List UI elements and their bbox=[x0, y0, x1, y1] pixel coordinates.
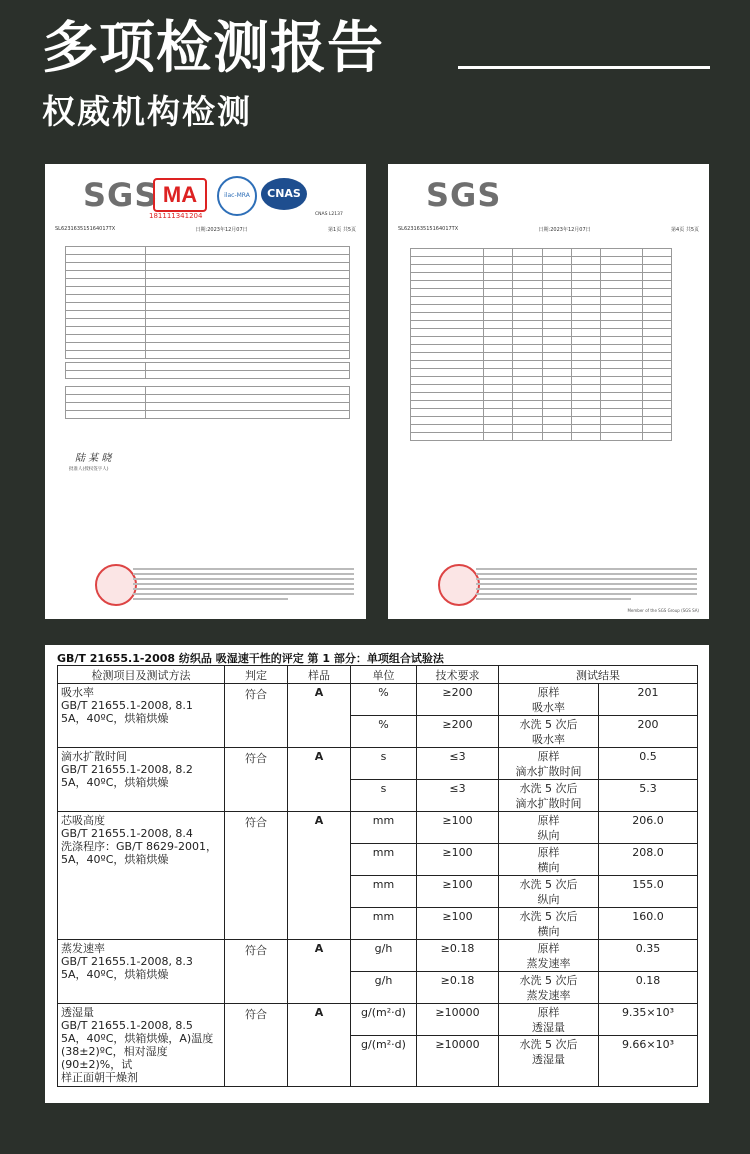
member-note: Member of the SGS Group (SGS SA) bbox=[627, 608, 699, 613]
header-verdict: 判定 bbox=[225, 666, 288, 684]
result-value-cell: 208.0 bbox=[599, 844, 698, 876]
result-label-line: 横向 bbox=[537, 861, 560, 874]
requirement-cell: ≥0.18 bbox=[417, 972, 499, 1004]
result-label-line: 水洗 5 次后 bbox=[519, 878, 578, 891]
requirement-cell: ≥10000 bbox=[417, 1004, 499, 1036]
header-divider bbox=[458, 66, 710, 69]
result-value-cell: 5.3 bbox=[599, 780, 698, 812]
unit-cell: % bbox=[351, 684, 417, 716]
sample-cell: A bbox=[288, 748, 351, 812]
result-value-cell: 9.66×10³ bbox=[599, 1036, 698, 1087]
result-label-line: 原样 bbox=[537, 1006, 560, 1019]
unit-cell: g/h bbox=[351, 940, 417, 972]
report-number: SL623163515164017TX bbox=[398, 226, 459, 232]
report-date: 日期:2023年12月07日 bbox=[195, 227, 248, 233]
result-label-cell bbox=[499, 972, 599, 1004]
test-item-cell bbox=[58, 812, 225, 940]
result-label-line: 原样 bbox=[537, 846, 560, 859]
result-label-line: 原样 bbox=[537, 814, 560, 827]
result-value-cell: 9.35×10³ bbox=[599, 1004, 698, 1036]
header-sample: 样品 bbox=[288, 666, 351, 684]
test-item-line: GB/T 21655.1-2008, 8.1 bbox=[61, 699, 193, 712]
official-seal bbox=[95, 564, 137, 606]
result-value-cell: 201 bbox=[599, 684, 698, 716]
ma-number: 181111341204 bbox=[149, 212, 203, 220]
table-body bbox=[58, 684, 698, 1087]
result-label-line: 原样 bbox=[537, 942, 560, 955]
test-item-line: 芯吸高度 bbox=[61, 814, 105, 827]
result-label-line: 滴水扩散时间 bbox=[515, 765, 582, 778]
requirement-cell: ≥10000 bbox=[417, 1036, 499, 1087]
report-meta bbox=[398, 226, 699, 233]
sample-cell: A bbox=[288, 684, 351, 748]
test-item-line: (38±2)ºC，相对湿度(90±2)%，试 bbox=[61, 1045, 168, 1071]
table-row bbox=[58, 748, 698, 780]
result-label-line: 滴水扩散时间 bbox=[515, 797, 582, 810]
result-value-cell: 0.18 bbox=[599, 972, 698, 1004]
result-label-line: 蒸发速率 bbox=[526, 957, 571, 970]
test-item-line: 5A，40ºC，烘箱烘燥 bbox=[61, 776, 169, 789]
test-item-cell bbox=[58, 1004, 225, 1087]
result-label-cell bbox=[499, 908, 599, 940]
table-header-row bbox=[58, 666, 698, 684]
signature-role: 批准人(授权签字人) bbox=[69, 467, 109, 472]
unit-cell: s bbox=[351, 780, 417, 812]
test-item-line: 洗涤程序：GB/T 8629-2001， bbox=[61, 840, 217, 853]
result-value-cell: 0.35 bbox=[599, 940, 698, 972]
result-value-cell: 200 bbox=[599, 716, 698, 748]
unit-cell: s bbox=[351, 748, 417, 780]
test-item-line: GB/T 21655.1-2008, 8.5 bbox=[61, 1019, 193, 1032]
sample-dates-table bbox=[65, 362, 350, 379]
requirement-cell: ≥100 bbox=[417, 908, 499, 940]
test-item-line: 5A，40ºC，烘箱烘燥 bbox=[61, 712, 169, 725]
result-label-line: 水洗 5 次后 bbox=[519, 910, 578, 923]
requirement-cell: ≥200 bbox=[417, 716, 499, 748]
unit-cell: mm bbox=[351, 812, 417, 844]
test-item-line: GB/T 21655.1-2008, 8.4 bbox=[61, 827, 193, 840]
test-results-table bbox=[57, 665, 698, 1087]
requirement-cell: ≥100 bbox=[417, 876, 499, 908]
requirement-cell: ≤3 bbox=[417, 780, 499, 812]
result-value-cell: 0.5 bbox=[599, 748, 698, 780]
sample-cell: A bbox=[288, 940, 351, 1004]
table-row bbox=[58, 940, 698, 972]
requirement-cell: ≥0.18 bbox=[417, 940, 499, 972]
page-title: 多项检测报告 bbox=[42, 16, 384, 81]
test-summary-table bbox=[65, 386, 350, 419]
official-seal bbox=[438, 564, 480, 606]
test-item-line: 蒸发速率 bbox=[61, 942, 105, 955]
result-label-line: 吸水率 bbox=[532, 701, 565, 714]
test-item-line: GB/T 21655.1-2008, 8.2 bbox=[61, 763, 193, 776]
result-label-line: 蒸发速率 bbox=[526, 989, 571, 1002]
unit-cell: g/h bbox=[351, 972, 417, 1004]
result-label-cell bbox=[499, 748, 599, 780]
footer-text bbox=[133, 568, 354, 603]
test-item-line: GB/T 21655.1-2008, 8.3 bbox=[61, 955, 193, 968]
header-requirement: 技术要求 bbox=[417, 666, 499, 684]
page-subtitle: 权威机构检测 bbox=[42, 92, 252, 131]
test-item-line: 吸水率 bbox=[61, 686, 94, 699]
unit-cell: g/(m²·d) bbox=[351, 1036, 417, 1087]
result-label-cell bbox=[499, 780, 599, 812]
requirement-cell: ≤3 bbox=[417, 748, 499, 780]
result-label-cell bbox=[499, 940, 599, 972]
verdict-cell: 符合 bbox=[225, 684, 288, 748]
unit-cell: g/(m²·d) bbox=[351, 1004, 417, 1036]
test-item-line: 样正面朝干燥剂 bbox=[61, 1071, 138, 1084]
test-item-cell bbox=[58, 748, 225, 812]
unit-cell: mm bbox=[351, 844, 417, 876]
verdict-cell: 符合 bbox=[225, 748, 288, 812]
report-meta bbox=[55, 226, 356, 233]
result-label-line: 透湿量 bbox=[532, 1021, 565, 1034]
result-label-cell bbox=[499, 1036, 599, 1087]
result-label-line: 原样 bbox=[537, 686, 560, 699]
verdict-cell: 符合 bbox=[225, 812, 288, 940]
result-label-line: 吸水率 bbox=[532, 733, 565, 746]
requirement-cell: ≥100 bbox=[417, 844, 499, 876]
test-item-cell bbox=[58, 684, 225, 748]
report-page-number: 第4页 共5页 bbox=[671, 227, 699, 233]
report-date: 日期:2023年12月07日 bbox=[538, 227, 591, 233]
cnas-number: CNAS L2137 bbox=[315, 212, 343, 217]
test-item-line: 5A，40ºC，烘箱烘燥 bbox=[61, 968, 169, 981]
result-label-cell bbox=[499, 684, 599, 716]
result-label-line: 水洗 5 次后 bbox=[519, 782, 578, 795]
test-results-panel bbox=[45, 645, 709, 1103]
header-result: 测试结果 bbox=[499, 666, 698, 684]
result-label-line: 纵向 bbox=[537, 893, 560, 906]
test-item-line: 5A，40ºC，烘箱烘燥 bbox=[61, 853, 169, 866]
test-item-line: 5A，40ºC，烘箱烘燥，A)温度 bbox=[61, 1032, 214, 1045]
test-results-mini-table bbox=[410, 248, 672, 441]
report-page-4-thumbnail bbox=[388, 164, 709, 619]
requirement-cell: ≥200 bbox=[417, 684, 499, 716]
ilac-mra-logo: ilac-MRA bbox=[217, 176, 257, 216]
verdict-cell: 符合 bbox=[225, 1004, 288, 1087]
footer-text bbox=[476, 568, 697, 603]
result-value-cell: 160.0 bbox=[599, 908, 698, 940]
result-label-line: 透湿量 bbox=[532, 1053, 565, 1066]
signature: 陆 某 晓 bbox=[75, 453, 112, 464]
test-item-line: 滴水扩散时间 bbox=[61, 750, 127, 763]
result-label-line: 原样 bbox=[537, 750, 560, 763]
table-row bbox=[58, 684, 698, 716]
report-number: SL623163515164017TX bbox=[55, 226, 116, 232]
result-value-cell: 155.0 bbox=[599, 876, 698, 908]
sgs-logo: SGS bbox=[426, 176, 502, 214]
verdict-cell: 符合 bbox=[225, 940, 288, 1004]
sgs-logo: SGS bbox=[83, 176, 159, 214]
header-item: 检测项目及测试方法 bbox=[58, 666, 225, 684]
report-page-1-thumbnail bbox=[45, 164, 366, 619]
sample-cell: A bbox=[288, 812, 351, 940]
table-row bbox=[58, 1004, 698, 1036]
result-label-line: 水洗 5 次后 bbox=[519, 1038, 578, 1051]
result-label-cell bbox=[499, 876, 599, 908]
unit-cell: % bbox=[351, 716, 417, 748]
ma-logo: MA bbox=[153, 178, 207, 212]
table-row bbox=[58, 812, 698, 844]
result-label-line: 横向 bbox=[537, 925, 560, 938]
result-label-line: 纵向 bbox=[537, 829, 560, 842]
report-page-number: 第1页 共5页 bbox=[328, 227, 356, 233]
unit-cell: mm bbox=[351, 876, 417, 908]
result-label-line: 水洗 5 次后 bbox=[519, 718, 578, 731]
result-label-cell bbox=[499, 716, 599, 748]
result-value-cell: 206.0 bbox=[599, 812, 698, 844]
requirement-cell: ≥100 bbox=[417, 812, 499, 844]
test-item-line: 透湿量 bbox=[61, 1006, 94, 1019]
standard-title: GB/T 21655.1-2008 纺织品 吸湿速干性的评定 第 1 部分：单项组合试验法 bbox=[57, 652, 444, 665]
sample-cell: A bbox=[288, 1004, 351, 1087]
unit-cell: mm bbox=[351, 908, 417, 940]
header-unit: 单位 bbox=[351, 666, 417, 684]
result-label-line: 水洗 5 次后 bbox=[519, 974, 578, 987]
result-label-cell bbox=[499, 844, 599, 876]
result-label-cell bbox=[499, 812, 599, 844]
cnas-logo: CNAS bbox=[261, 178, 307, 210]
result-label-cell bbox=[499, 1004, 599, 1036]
client-info-table bbox=[65, 246, 350, 359]
test-item-cell bbox=[58, 940, 225, 1004]
